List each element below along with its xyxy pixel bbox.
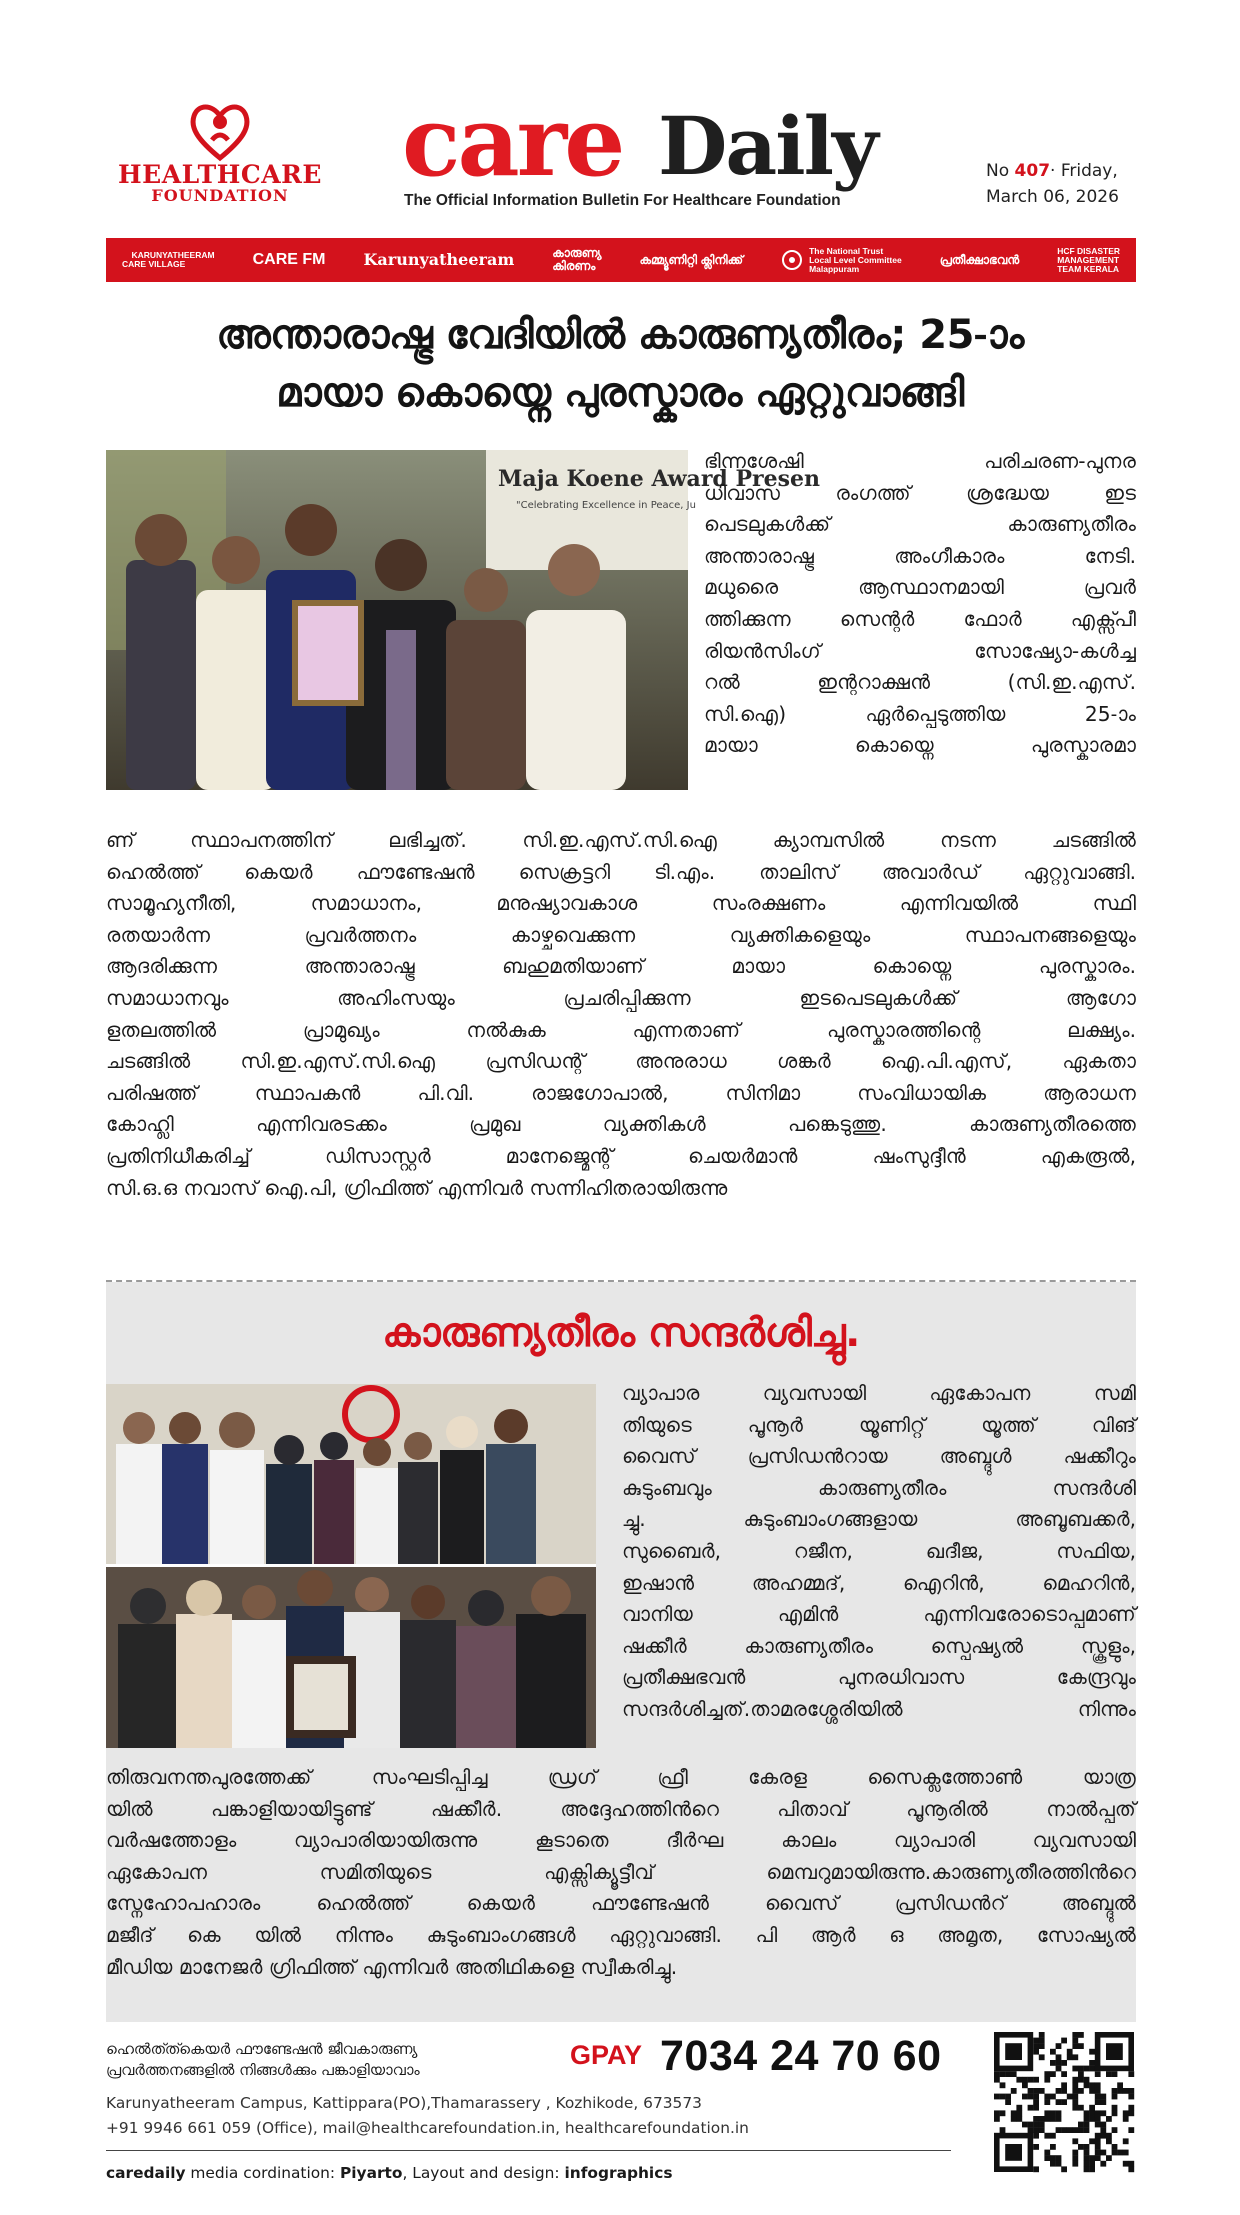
qr-code[interactable]: [994, 2032, 1134, 2172]
text-line: മീഡിയ മാനേജർ ഗ്രിഫിത്ത് എന്നിവർ അതിഥികളെ സ്വീകരിച്ചു.: [106, 1954, 678, 1979]
award-ceremony-photo: [106, 450, 820, 790]
article1-headline-line1: അന്താരാഷ്ട്ര വേദിയിൽ കാരുണ്യതീരം; 25-ാം: [216, 312, 1024, 358]
donation-note-line1: ഹെൽത്ത്കെയർ ഫൗണ്ടേഷൻ ജീവകാരുണ്യ: [106, 2040, 418, 2058]
brand-logo: [402, 85, 942, 212]
credit-name-2: infographics: [564, 2164, 673, 2182]
panel-divider: [106, 1280, 1136, 1282]
text-line: ത്തിക്കുന്ന സെന്റർ ഫോർ എക്സ്പീ: [704, 606, 1136, 631]
article1-headline-line2: മായാ കൊയ്നെ പുരസ്കാരം ഏറ്റുവാങ്ങി: [276, 370, 964, 416]
text-line: ണ് സ്ഥാപനത്തിന് ലഭിച്ചത്. സി.ഇ.എസ്.സി.ഐ ക്യാമ്പസിൽ നടന്ന ചടങ്ങിൽ: [106, 828, 1136, 852]
credit-text-1: media cordination:: [185, 2164, 340, 2182]
trust-emblem-icon: [781, 249, 803, 271]
nav-karunyatheeram[interactable]: Karunyatheeram: [363, 250, 515, 269]
text-line: സുബൈർ, റജീന, ഖദീജ, സഫിയ,: [622, 1538, 1136, 1563]
gpay-number[interactable]: 7034 24 70 60: [660, 2032, 942, 2080]
visit-photo-illustration: [106, 1384, 596, 1748]
article1-headline: [90, 306, 1150, 422]
issue-date: March 06, 2026: [986, 187, 1119, 207]
award-banner-subtitle: "Celebrating Excellence in Peace, Ju: [516, 500, 696, 511]
text-line: ഭിന്നശേഷി പരിചരണ-പുനര: [704, 449, 1136, 473]
text-line: ച്ചു. കുടുംബാംഗങ്ങളായ അബൂബക്കർ,: [622, 1507, 1136, 1532]
article1-intro-column: [704, 446, 1136, 762]
issue-info: [986, 158, 1166, 210]
text-line: വൈസ് പ്രസിഡൻറായ അബ്ദുൾ ഷക്കീറും: [622, 1444, 1136, 1469]
text-line: സി.ഐ) ഏർപ്പെടുത്തിയ 25-ാം: [704, 701, 1136, 726]
text-line: റൽ ഇന്ററാക്ഷൻ (സി.ഇ.എസ്.: [704, 670, 1136, 695]
article1-body: [106, 825, 1136, 1204]
article2-intro-column: [622, 1378, 1136, 1726]
text-line: ധിവാസ രംഗത്ത് ശ്രദ്ധേയ ഇട: [704, 480, 1136, 505]
family-visit-photo: [106, 1384, 596, 1748]
nav-karunya-kiranam[interactable]: കാരുണ്യ കിരണം: [552, 246, 602, 273]
text-line: ആദരിക്കുന്ന അന്താരാഷ്ട്ര ബഹുമതിയാണ് മായാ കൊയ്നെ പുരസ്കാരം.: [106, 954, 1136, 979]
text-line: മായാ കൊയ്നെ പുരസ്കാരമാ: [704, 733, 1136, 758]
nav-disaster-team[interactable]: HCF DISASTER MANAGEMENT TEAM KERALA: [1057, 245, 1120, 274]
credit-text-2: , Layout and design:: [402, 2164, 565, 2182]
brand-tagline: The Official Information Bulletin For Healthcare Foundation: [404, 192, 841, 209]
text-line: സമാധാനവും അഹിംസയും പ്രചരിപ്പിക്കുന്ന ഇടപെടലുകൾക്ക് ആഗോ: [106, 985, 1136, 1010]
issue-line: [986, 158, 1166, 184]
brand-daily: Daily: [658, 99, 877, 193]
text-line: മധുരൈ ആസ്ഥാനമായി പ്രവർ: [704, 575, 1136, 600]
text-line: തിയുടെ പൂനൂർ യൂണിറ്റ് യൂത്ത് വിങ്: [622, 1412, 1136, 1437]
nav-national-trust[interactable]: [781, 247, 902, 274]
text-line: സി.ഒ.ഒ നവാസ് ഐ.പി, ഗ്രിഫിത്ത് എന്നിവർ സന്നിഹിതരായിരുന്നു: [106, 1175, 728, 1200]
brand-care: care: [402, 85, 623, 198]
text-line: പെടലുകൾക്ക് കാരുണ്യതീരം: [704, 512, 1136, 537]
text-line: വാനിയ എമിൻ എന്നിവരോടൊപ്പമാണ്: [622, 1602, 1136, 1627]
text-line: ചടങ്ങിൽ സി.ഇ.എസ്.സി.ഐ പ്രസിഡന്റ് അനുരാധ ശങ്കർ ഐ.പി.എസ്, ഏകതാ: [106, 1049, 1136, 1074]
donation-note: [106, 2039, 546, 2081]
nav-care-village-label: KARUNYATHEERAM CARE VILLAGE: [122, 250, 215, 269]
text-line: സന്ദർശിച്ചത്.താമരശ്ശേരിയിൽ നിന്നും: [622, 1696, 1136, 1721]
footer-credits: [106, 2164, 673, 2182]
text-line: വ്യാപാര വ്യവസായി ഏകോപന സമി: [622, 1381, 1136, 1405]
footer-divider: [106, 2150, 951, 2151]
award-banner-title: Maja Koene Award Presen: [498, 466, 820, 492]
footer-contact[interactable]: +91 9946 661 059 (Office), mail@healthcarefoundation.in, healthcarefoundation.in: [106, 2119, 749, 2137]
text-line: കുടുംബവും കാരുണ്യതീരം സന്ദർശി: [622, 1475, 1136, 1500]
issue-prefix: No: [986, 161, 1015, 181]
nav-community-clinic[interactable]: കമ്മ്യൂണിറ്റി ക്ലിനിക്ക്: [639, 253, 744, 267]
text-line: തിരുവനന്തപുരത്തേക്ക് സംഘടിപ്പിച്ച ഡ്രഗ് ഫ്രീ കേരള സൈക്ലത്തോൺ യാത്ര: [106, 1765, 1136, 1789]
article2-body: [106, 1762, 1136, 1983]
foundation-subtitle: FOUNDATION: [151, 186, 289, 205]
award-photo-illustration: [106, 450, 820, 790]
issue-number: 407: [1014, 161, 1051, 181]
text-line: കോഹ്ലി എന്നിവരടക്കം പ്രമുഖ വ്യക്തികൾ പങ്കെടുത്തു. കാരുണ്യതീരത്തെ: [106, 1112, 1136, 1137]
credit-name-1: Piyarto: [339, 2164, 403, 2182]
gpay-label: GPAY: [570, 2040, 643, 2070]
text-line: സ്നേഹോപഹാരം ഹെൽത്ത് കെയർ ഫൗണ്ടേഷൻ വൈസ് പ്രസിഡൻറ് അബ്ദുൽ: [106, 1891, 1136, 1916]
qr-code-icon: [994, 2032, 1134, 2172]
text-line: സാമൂഹ്യനീതി, സമാധാനം, മനുഷ്യാവകാശ സംരക്ഷണം എന്നിവയിൽ സ്ഥി: [106, 891, 1136, 916]
article2-headline: കാരുണ്യതീരം സന്ദർശിച്ചു.: [382, 1310, 860, 1356]
text-line: യിൽ പങ്കാളിയായിട്ടുണ്ട് ഷക്കീർ. അദ്ദേഹത്തിൻറെ പിതാവ് പൂനൂരിൽ നാൽപ്പത്: [106, 1796, 1136, 1821]
nav-care-village[interactable]: [122, 242, 215, 278]
text-line: പ്രതിനിധീകരിച്ച് ഡിസാസ്റ്റർ മാനേജ്മെന്റ് ചെയർമാൻ ഷംസുദ്ദീൻ എകരൂൽ,: [106, 1143, 1136, 1168]
foundation-name: HEALTHCARE: [118, 160, 322, 189]
text-line: ഹെൽത്ത് കെയർ ഫൗണ്ടേഷൻ സെക്രട്ടറി ടി.എം. താലിസ് അവാർഡ് ഏറ്റുവാങ്ങി.: [106, 859, 1136, 884]
donation-note-line2: പ്രവർത്തനങ്ങളിൽ നിങ്ങൾക്കും പങ്കാളിയാവാം: [106, 2061, 420, 2079]
nav-pratheekshabhavan[interactable]: പ്രതീക്ഷാഭവൻ: [939, 253, 1020, 267]
heart-hands-icon: [188, 100, 252, 160]
text-line: രിയൻസിംഗ് സോഷ്യോ-കൾച്ച: [704, 638, 1136, 663]
text-line: ഷക്കീർ കാരുണ്യതീരം സ്പെഷ്യൽ സ്കൂളും,: [622, 1633, 1136, 1658]
footer-address: Karunyatheeram Campus, Kattippara(PO),Thamarassery , Kozhikode, 673573: [106, 2094, 702, 2112]
foundation-logo: [104, 100, 336, 210]
text-line: ളതലത്തിൽ പ്രാമുഖ്യം നൽകുക എന്നതാണ് പുരസ്കാരത്തിന്റെ ലക്ഷ്യം.: [106, 1017, 1136, 1042]
text-line: ഏകോപന സമിതിയുടെ എക്സിക്യൂട്ടീവ് മെമ്പറുമായിരുന്നു.കാരുണ്യതീരത്തിൻറെ: [106, 1859, 1136, 1884]
issue-day: · Friday,: [1050, 161, 1118, 181]
text-line: മജീദ് കെ യിൽ നിന്നും കുടുംബാംഗങ്ങൾ ഏറ്റുവാങ്ങി. പി ആർ ഒ അമൃത, സോഷ്യൽ: [106, 1922, 1136, 1947]
text-line: പ്രതീക്ഷഭവൻ പുനരധിവാസ കേന്ദ്രവും: [622, 1665, 1136, 1690]
credit-brand: caredaily: [106, 2164, 186, 2182]
text-line: അന്താരാഷ്ട്ര അംഗീകാരം നേടി.: [704, 543, 1136, 568]
nav-national-trust-label: The National Trust Local Level Committee Malappuram: [809, 245, 902, 274]
text-line: വർഷത്തോളം വ്യാപാരിയായിരുന്നു കൂടാതെ ദീർഘ കാലം വ്യാപാരി വ്യവസായി: [106, 1828, 1136, 1853]
nav-care-fm[interactable]: CARE FM: [252, 251, 326, 268]
text-line: പരിഷത്ത് സ്ഥാപകൻ പി.വി. രാജഗോപാൽ, സിനിമാ സംവിധായിക ആരാധന: [106, 1080, 1136, 1105]
text-line: രതയാർന്ന പ്രവർത്തനം കാഴ്ചവെക്കുന്ന വ്യക്തികളെയും സ്ഥാപനങ്ങളെയും: [106, 922, 1136, 947]
program-nav-strip: [106, 238, 1136, 282]
text-line: ഇഷാൻ അഹമ്മദ്, ഐറിൻ, മെഹറിൻ,: [622, 1570, 1136, 1595]
